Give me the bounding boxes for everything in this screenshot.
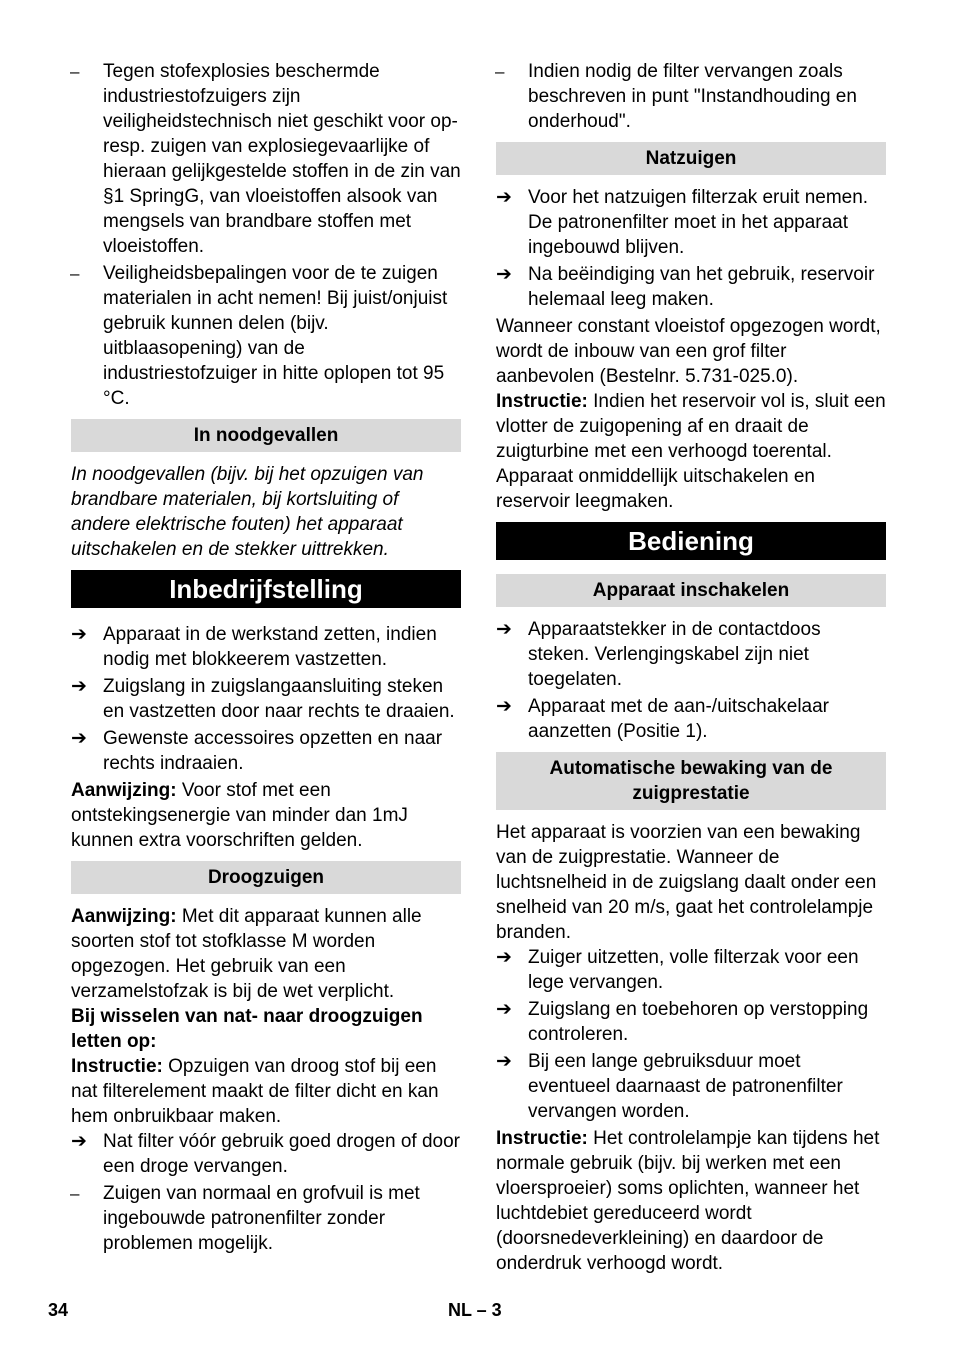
dry-bold-text [71, 1004, 461, 1054]
note-label: Aanwijzing: [71, 906, 177, 927]
instruction-label: Instructie: [496, 391, 588, 412]
list-item-text: Zuigslang en toebehoren op verstopping controleren. [528, 999, 869, 1045]
list-item-text: Nat filter vóór gebruik goed drogen of door een droge vervangen. [103, 1131, 460, 1177]
list-item [71, 59, 461, 259]
list-item [496, 262, 886, 312]
dash-bullet: – [70, 1184, 80, 1203]
chapter-heading-operation: Bediening [496, 522, 886, 560]
list-item-text: Indien nodig de filter vervangen zoals beschreven in punt "Instandhouding en onderhoud". [528, 61, 857, 132]
section-heading-monitoring: Automatische bewaking van de zuigprestatie [496, 752, 886, 810]
wet-instruction [496, 389, 886, 514]
language-page-label: NL – 3 [448, 1300, 502, 1320]
section-heading-switch-on: Apparaat inschakelen [496, 574, 886, 607]
list-item-text: Zuigen van normaal en grofvuil is met ingebouwde patronenfilter zonder problemen mogelijk. [103, 1183, 420, 1254]
note-label: Aanwijzing: [71, 780, 177, 801]
startup-note [71, 778, 461, 853]
list-item [496, 617, 886, 692]
chapter-heading-startup: Inbedrijfstelling [71, 570, 461, 608]
arrow-right-icon: ➔ [496, 947, 512, 968]
arrow-right-icon: ➔ [71, 728, 87, 749]
list-item-text: Voor het natzuigen filterzak eruit nemen. De patronenfilter moet in het apparaat ingebouwd blijven. [528, 187, 869, 258]
wet-paragraph: Wanneer constant vloeistof opgezogen wordt, wordt de inbouw van een grof filter aanbevolen (Bestelnr. 5.731-025.0). [496, 316, 881, 387]
list-item-text: Zuigslang in zuigslangaansluiting steken en vastzetten door naar rechts te draaien. [103, 676, 455, 722]
arrow-right-icon: ➔ [496, 999, 512, 1020]
list-item [496, 694, 886, 744]
list-item [496, 185, 886, 260]
dash-bullet: – [495, 62, 505, 81]
left-column [71, 59, 461, 1258]
note-text: Met dit apparaat kunnen alle soorten stof tot stofklasse M worden opgezogen. Het gebruik van een verzamelstofzak is bij de wet verplicht. [71, 906, 422, 1002]
page-number: 34 [48, 1300, 69, 1320]
list-item-text: Apparaatstekker in de contactdoos steken. Verlengingskabel zijn niet toegelaten. [528, 619, 821, 690]
list-item [71, 622, 461, 672]
arrow-right-icon: ➔ [71, 1131, 87, 1152]
list-item [496, 59, 886, 134]
arrow-right-icon: ➔ [496, 187, 512, 208]
list-item-text: Apparaat in de werkstand zetten, indien nodig met blokkeerem vastzetten. [103, 624, 437, 670]
arrow-right-icon: ➔ [71, 676, 87, 697]
section-heading-dry: Droogzuigen [71, 861, 461, 894]
list-item-text: Veiligheidsbepalingen voor de te zuigen materialen in acht nemen! Bij juist/onjuist gebruik kunnen delen (bijv. uitblaasopening) van de industriestofzuiger in hitte oplopen tot 95 °C. [103, 263, 448, 409]
instruction-label: Instructie: [496, 1128, 588, 1149]
arrow-right-icon: ➔ [71, 624, 87, 645]
note-text: Voor stof met een ontstekingsenergie van minder dan 1mJ kunnen extra voorschriften gelden. [71, 780, 408, 851]
list-item-text: Zuiger uitzetten, volle filterzak voor een lege vervangen. [528, 947, 859, 993]
list-item [71, 1129, 461, 1179]
list-item [496, 945, 886, 995]
dash-bullet: – [70, 264, 80, 283]
list-item [496, 997, 886, 1047]
instruction-text: Opzuigen van droog stof bij een nat filterelement maakt de filter dicht en kan hem onbruikbaar maken. [71, 1056, 439, 1127]
list-item-text: Gewenste accessoires opzetten en naar rechts indraaien. [103, 728, 443, 774]
list-item-text: Na beëindiging van het gebruik, reservoir helemaal leeg maken. [528, 264, 875, 310]
dash-bullet: – [70, 62, 80, 81]
instruction-text: Indien het reservoir vol is, sluit een vlotter de zuigopening af en draait de zuigturbine met een verhoogd toerental. Apparaat onmiddellijk uitschakelen en reservoir leegmaken. [496, 391, 886, 512]
arrow-right-icon: ➔ [496, 264, 512, 285]
list-item-text: Bij een lange gebruiksduur moet eventueel daarnaast de patronenfilter vervangen worden. [528, 1051, 843, 1122]
list-item [71, 261, 461, 411]
arrow-right-icon: ➔ [496, 619, 512, 640]
arrow-right-icon: ➔ [496, 696, 512, 717]
instruction-label: Instructie: [71, 1056, 163, 1077]
list-item-text: Tegen stofexplosies beschermde industriestofzuigers zijn veiligheidstechnisch niet geschikt voor op- resp. zuigen van explosiegevaarlijke of hieraan gelijkgestelde stoffen in de zin van §1 SpringG, van vloeistoffen alsook van mengsels van brandbare stoffen met vloeistoffen. [103, 61, 461, 257]
instruction-text: Het controlelampje kan tijdens het normale gebruik (bijv. bij werken met een vloersproeier) soms oplichten, wanneer het luchtdebiet gereduceerd wordt (doorsnedeverkleining) en daardoor de onderdruk verhoogd wordt. [496, 1128, 880, 1274]
dry-note [71, 904, 461, 1004]
emergency-text: In noodgevallen (bijv. bij het opzuigen van brandbare materialen, bij kortsluiting of andere elektrische fouten) het apparaat uitschakelen en de stekker uittrekken. [71, 464, 424, 560]
list-item [71, 674, 461, 724]
monitor-paragraph: Het apparaat is voorzien van een bewaking van de zuigprestatie. Wanneer de luchtsnelheid in de zuigslang daalt onder een snelheid van 20 m/s, gaat het controlelampje branden. [496, 822, 877, 943]
dry-instruction [71, 1054, 461, 1129]
list-item [71, 1181, 461, 1256]
section-heading-emergency: In noodgevallen [71, 419, 461, 452]
section-heading-wet: Natzuigen [496, 142, 886, 175]
list-item [71, 726, 461, 776]
list-item-text: Apparaat met de aan-/uitschakelaar aanzetten (Positie 1). [528, 696, 830, 742]
right-column [496, 59, 886, 1276]
arrow-right-icon: ➔ [496, 1051, 512, 1072]
bold-text: Bij wisselen van nat- naar droogzuigen letten op: [71, 1006, 423, 1052]
list-item [496, 1049, 886, 1124]
monitor-instruction [496, 1126, 886, 1276]
